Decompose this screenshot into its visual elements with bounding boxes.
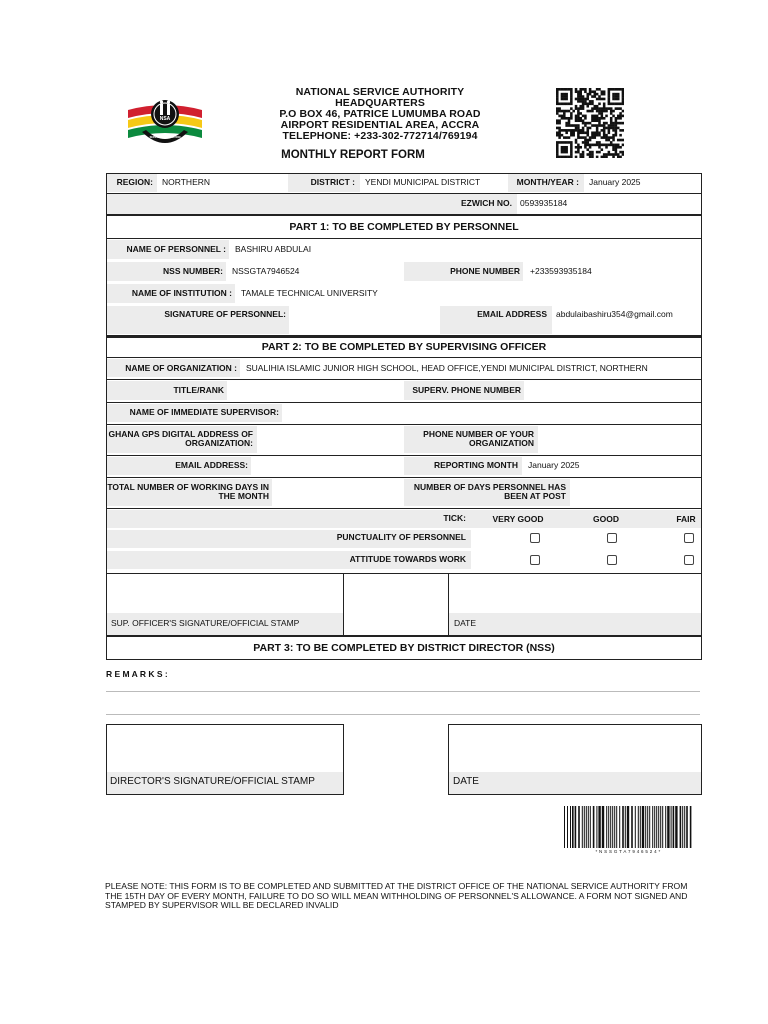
nsa-logo: [120, 96, 210, 152]
part1-title: PART 1: TO BE COMPLETED BY PERSONNEL: [289, 221, 519, 233]
logo-ribbon-text: SERVICE TO THE NATION: [149, 136, 181, 139]
footer-note: PLEASE NOTE: THIS FORM IS TO BE COMPLETED AND SUBMITTED AT THE DISTRICT OFFICE OF THE NATIONAL SERVICE AUTHORITY FROM THE 15TH DAY OF EVERY MONTH, FAILURE TO DO SO WILL MEAN WITHHOLDING OF PERSONNEL'S ALLOWANCE. A FORM NOT SIGNED AND STAMPED BY SUPERVISOR WILL BE DECLARED INVALID: [105, 881, 688, 911]
supervisor-date-label: DATE: [454, 618, 477, 628]
title-rank-label: TITLE/RANK: [173, 385, 224, 395]
institution-value: TAMALE TECHNICAL UNIVERSITY: [241, 288, 378, 298]
nss-number-label: NSS NUMBER:: [163, 266, 223, 276]
ezwich-value: 0593935184: [520, 198, 568, 208]
month-year-value: January 2025: [589, 177, 641, 187]
attitude-label: ATTITUDE TOWARDS WORK: [349, 554, 466, 564]
part3-title: PART 3: TO BE COMPLETED BY DISTRICT DIRECTOR (NSS): [253, 642, 555, 654]
gps-address-field[interactable]: [260, 426, 400, 453]
column-very-good: VERY GOOD: [492, 514, 544, 524]
working-days-label-line2: THE MONTH: [218, 491, 269, 501]
ezwich-label: EZWICH NO.: [461, 198, 512, 208]
reporting-month-label: REPORTING MONTH: [433, 460, 518, 470]
header-line-1: NATIONAL SERVICE AUTHORITY: [295, 86, 465, 98]
remarks-line-2[interactable]: [106, 714, 700, 715]
email-label: EMAIL ADDRESS: [477, 309, 547, 319]
institution-label: NAME OF INSTITUTION :: [131, 288, 232, 298]
logo-text: NSA: [159, 116, 171, 122]
form-title: MONTHLY REPORT FORM: [281, 149, 425, 161]
column-good: GOOD: [593, 514, 619, 524]
personnel-signature-label: SIGNATURE OF PERSONNEL:: [164, 309, 286, 319]
title-rank-field[interactable]: [230, 381, 400, 400]
personnel-name-label: NAME OF PERSONNEL :: [126, 244, 226, 254]
remarks-line-1[interactable]: [106, 691, 700, 692]
supervisor-stamp-box[interactable]: [343, 573, 449, 636]
district-value: YENDI MUNICIPAL DISTRICT: [365, 177, 481, 187]
org-email-label: EMAIL ADDRESS:: [175, 460, 248, 470]
working-days-label-line1: TOTAL NUMBER OF WORKING DAYS IN: [107, 482, 269, 492]
gps-address-label-line2: ORGANIZATION:: [185, 438, 253, 448]
personnel-name-value: BASHIRU ABDULAI: [235, 244, 312, 254]
district-label: DISTRICT :: [310, 177, 355, 187]
supervisor-name-label: NAME OF IMMEDIATE SUPERVISOR:: [129, 407, 279, 417]
header-line-4: AIRPORT RESIDENTIAL AREA, ACCRA: [280, 119, 480, 131]
attitude-fair-checkbox[interactable]: [684, 555, 694, 565]
supervisor-signature-label: SUP. OFFICER'S SIGNATURE/OFFICIAL STAMP: [111, 618, 300, 628]
reporting-month-value: January 2025: [528, 460, 580, 470]
org-phone-label-line1: PHONE NUMBER OF YOUR: [423, 429, 534, 439]
punctuality-fair-checkbox[interactable]: [684, 533, 694, 543]
days-at-post-label-line1: NUMBER OF DAYS PERSONNEL HAS: [413, 482, 566, 492]
attitude-good-checkbox[interactable]: [607, 555, 617, 565]
supervisor-phone-label: SUPERV. PHONE NUMBER: [412, 385, 521, 395]
attitude-very-good-checkbox[interactable]: [530, 555, 540, 565]
punctuality-label: PUNCTUALITY OF PERSONNEL: [336, 532, 466, 542]
header-line-3: P.O BOX 46, PATRICE LUMUMBA ROAD: [279, 108, 481, 120]
phone-number-value: +233593935184: [530, 266, 592, 276]
org-phone-field[interactable]: [541, 426, 699, 453]
barcode-text: * N S S G T A 7 9 4 6 5 2 4 *: [595, 849, 661, 854]
supervisor-phone-field[interactable]: [528, 381, 700, 400]
director-signature-label: DIRECTOR'S SIGNATURE/OFFICIAL STAMP: [110, 776, 315, 787]
working-days-field[interactable]: [275, 479, 400, 506]
barcode: [564, 806, 692, 850]
director-date-label: DATE: [453, 776, 479, 787]
email-value: abdulaibashiru354@gmail.com: [556, 309, 673, 319]
punctuality-very-good-checkbox[interactable]: [530, 533, 540, 543]
personnel-signature-field[interactable]: [292, 306, 436, 334]
remarks-label: R E M A R K S :: [106, 669, 168, 679]
part2-title: PART 2: TO BE COMPLETED BY SUPERVISING OFFICER: [261, 341, 547, 353]
nss-number-value: NSSGTA7946524: [232, 266, 300, 276]
tick-label: TICK:: [443, 513, 466, 523]
organization-value: SUALIHIA ISLAMIC JUNIOR HIGH SCHOOL, HEAD OFFICE,YENDI MUNICIPAL DISTRICT, NORTHERN: [246, 363, 648, 373]
region-label: REGION:: [116, 177, 153, 187]
phone-number-label: PHONE NUMBER: [450, 266, 520, 276]
qr-code: [556, 88, 624, 158]
days-at-post-field[interactable]: [573, 479, 699, 506]
org-email-field[interactable]: [254, 457, 400, 475]
org-phone-label-line2: ORGANIZATION: [468, 438, 534, 448]
punctuality-good-checkbox[interactable]: [607, 533, 617, 543]
supervisor-name-field[interactable]: [285, 404, 699, 422]
header-line-5: TELEPHONE: +233-302-772714/769194: [282, 130, 478, 142]
header-line-2: HEADQUARTERS: [335, 97, 425, 109]
month-year-label: MONTH/YEAR :: [516, 177, 579, 187]
column-fair: FAIR: [676, 514, 696, 524]
organization-label: NAME OF ORGANIZATION :: [125, 363, 237, 373]
region-value: NORTHERN: [162, 177, 211, 187]
days-at-post-label-line2: BEEN AT POST: [504, 491, 566, 501]
gps-address-label-line1: GHANA GPS DIGITAL ADDRESS OF: [108, 429, 253, 439]
